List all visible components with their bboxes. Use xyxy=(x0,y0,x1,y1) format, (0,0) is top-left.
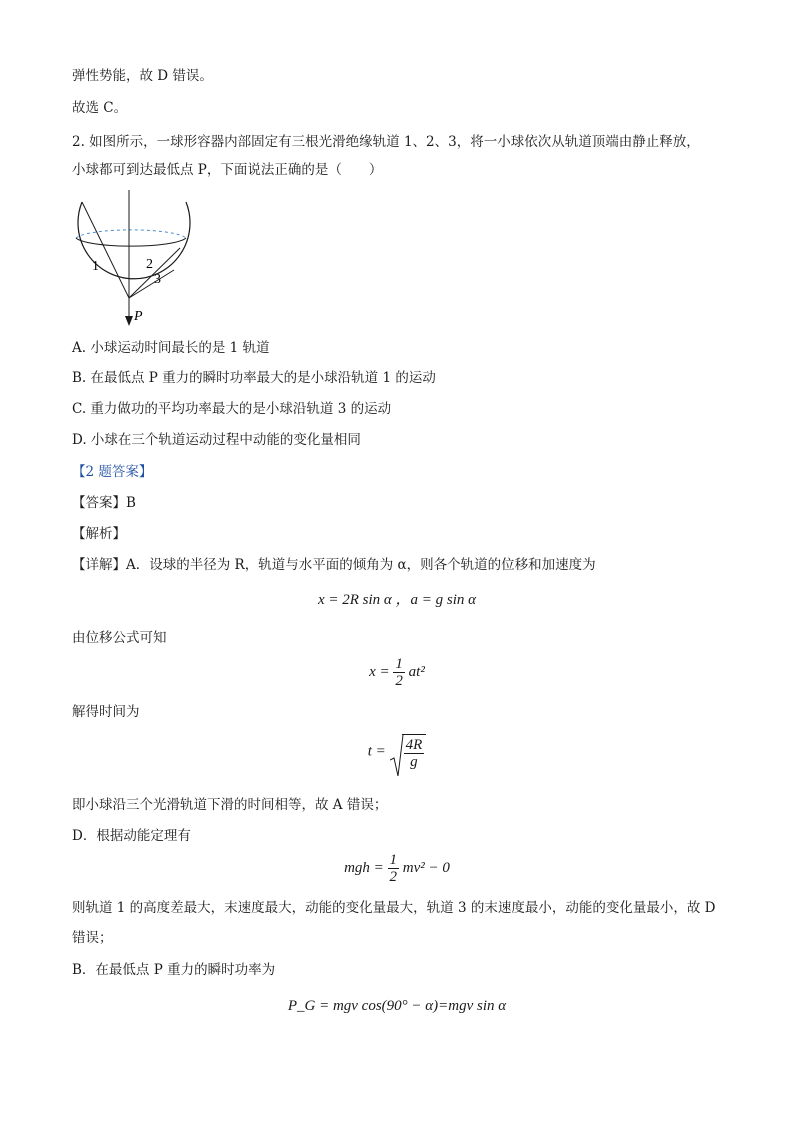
analysis-title: 【解析】 xyxy=(72,526,126,542)
sphere-track-figure xyxy=(68,190,198,334)
option-b: B. 在最低点 P 重力的瞬时功率最大的是小球沿轨道 1 的运动 xyxy=(72,370,436,386)
text-equal-time: 即小球沿三个光滑轨道下滑的时间相等，故 A 错误； xyxy=(72,797,388,813)
question-stem-1: 2. 如图所示，一球形容器内部固定有三根光滑绝缘轨道 1、2、3，将一小球依次从轨道顶端由静止释放， xyxy=(72,134,700,150)
text-position-formula: 由位移公式可知 xyxy=(72,630,167,646)
text-conclusion-2: 错误； xyxy=(72,930,113,946)
detail-line: 【详解】A．设球的半径为 R，轨道与水平面的倾角为 α，则各个轨道的位移和加速度为 xyxy=(72,557,596,573)
equation-5: P_G = mgv cos(90° − α)=mgv sin α xyxy=(287,998,507,1014)
text-kinetic-theorem: D．根据动能定理有 xyxy=(72,828,191,844)
text-power: B．在最低点 P 重力的瞬时功率为 xyxy=(72,962,276,978)
option-a: A. 小球运动时间最长的是 1 轨道 xyxy=(72,340,270,356)
answer-title: 【2 题答案】 xyxy=(72,464,153,480)
option-c: C. 重力做功的平均功率最大的是小球沿轨道 3 的运动 xyxy=(72,401,392,417)
point-p-label: P xyxy=(134,309,143,324)
equation-3: t = $\frac{4R}{g}$ xyxy=(0,734,794,770)
prev-text-2: 故选 C。 xyxy=(72,100,128,116)
text-conclusion-1: 则轨道 1 的高度差最大，末速度最大，动能的变化量最大，轨道 3 的末速度最小，动能的变化量最小，故 D xyxy=(72,900,716,916)
question-stem-2: 小球都可到达最低点 P，下面说法正确的是（ ） xyxy=(72,162,383,178)
text-solve-time: 解得时间为 xyxy=(72,704,140,720)
equation-1: x = 2R sin α ，a = g sin α xyxy=(317,592,477,608)
equation-4: mgh = $\frac{1}{2}$ mv² − 0 xyxy=(344,852,450,885)
equation-2: x = $\frac{1}{2}$ at² xyxy=(369,656,425,689)
track-label-1: 1 xyxy=(92,259,99,274)
track-label-3: 3 xyxy=(154,272,161,287)
option-d: D. 小球在三个轨道运动过程中动能的变化量相同 xyxy=(72,432,361,448)
prev-text-1: 弹性势能，故 D 错误。 xyxy=(72,68,213,84)
track-label-2: 2 xyxy=(146,257,153,272)
answer-line: 【答案】B xyxy=(72,495,136,511)
